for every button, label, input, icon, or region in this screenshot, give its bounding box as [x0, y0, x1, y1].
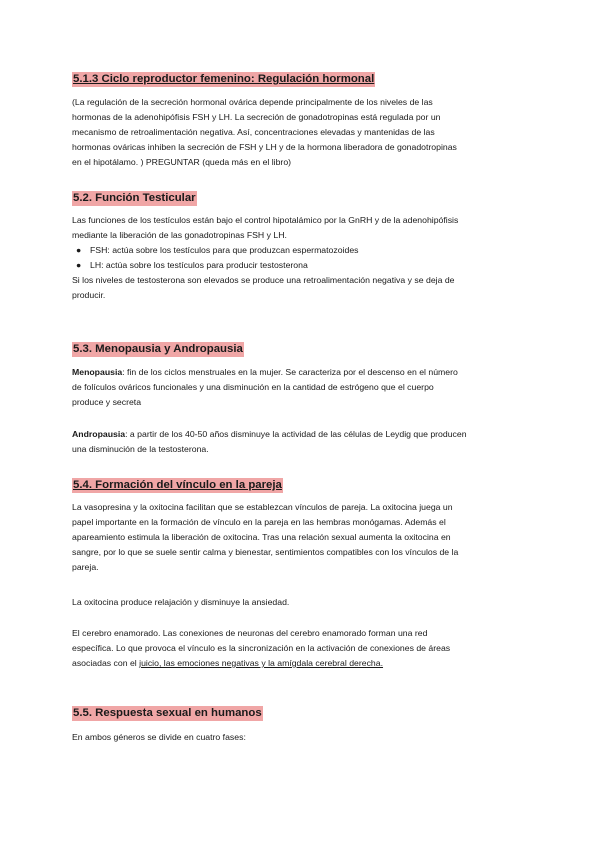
paragraph-line	[72, 365, 532, 380]
section-heading-5-4: 5.4. Formación del vínculo en la pareja	[73, 479, 282, 491]
paragraph-line: produce y secreta	[72, 397, 142, 407]
section-5-1-3-paragraph	[72, 95, 532, 170]
section-5-4-paragraph-1	[72, 500, 532, 575]
paragraph-line: apareamiento estimula la liberación de oxitocina. Tras una relación sexual aumenta la oxitocina en	[72, 532, 451, 542]
paragraph-line: pareja.	[72, 562, 99, 572]
paragraph-line: La oxitocina produce relajación y disminuye la ansiedad.	[72, 597, 290, 607]
paragraph-line: papel importante en la formación de vínculo en la pareja en las hembras monógamas. Además el	[72, 517, 446, 527]
paragraph-line	[72, 427, 532, 442]
paragraph-line: Si los niveles de testosterona son elevados se produce una retroalimentación negativa y se deja de	[72, 275, 455, 285]
paragraph-line: La vasopresina y la oxitocina facilitan que se establezcan vínculos de pareja. La oxitocina juega un	[72, 502, 453, 512]
paragraph-line: mediante la liberación de las gonadotropinas FSH y LH.	[72, 230, 287, 240]
paragraph-line: específica. Lo que provoca el vínculo es la sincronización en la activación de conexiones de áreas	[72, 643, 451, 653]
paragraph-line: En ambos géneros se divide en cuatro fases:	[72, 732, 246, 742]
section-heading-5-2: 5.2. Función Testicular	[73, 192, 196, 204]
plain-text: asociadas con el	[72, 658, 140, 668]
term-andropausia: Andropausia	[72, 429, 126, 439]
section-5-5-paragraph	[72, 730, 532, 745]
section-heading-5-1-3: 5.1.3 Ciclo reproductor femenino: Regulación hormonal	[73, 73, 375, 85]
paragraph-line: en el hipotálamo. ) PREGUNTAR (queda más en el libro)	[72, 157, 292, 167]
list-item	[72, 243, 532, 258]
section-5-2-content	[72, 213, 532, 303]
paragraph-line: Las funciones de los testículos están bajo el control hipotalámico por la GnRH y de la adenohipófisis	[72, 215, 459, 225]
list-item	[72, 258, 532, 273]
section-5-4-paragraph-3	[72, 626, 532, 671]
paragraph-line: hormonas de la adenohipófisis FSH y LH. La secreción de gonadotropinas está regulada por un	[72, 112, 441, 122]
definition-text: : fin de los ciclos menstruales en la mujer. Se caracteriza por el descenso en el número	[122, 367, 458, 377]
paragraph-line	[72, 656, 532, 671]
paragraph-line: sangre, por lo que se suele sentir calma y bienestar, sentimientos compatibles con los vínculos de la	[72, 547, 459, 557]
term-menopausia: Menopausia	[72, 367, 123, 377]
underlined-text: juicio, las emociones negativas y la amígdala cerebral derecha.	[139, 658, 384, 668]
section-5-4-paragraph-2	[72, 595, 532, 610]
list-item-text: LH: actúa sobre los testículos para producir testosterona	[90, 260, 308, 270]
paragraph-line: mecanismo de retroalimentación negativa. Así, concentraciones elevadas y mantenidas de las	[72, 127, 435, 137]
paragraph-line: hormonas ováricas inhiben la secreción de FSH y LH y de la hormona liberadora de gonadotropinas	[72, 142, 457, 152]
definition-text: : a partir de los 40-50 años disminuye la actividad de las células de Leydig que producen	[125, 429, 467, 439]
bullet-icon: ●	[76, 260, 82, 270]
bullet-icon: ●	[76, 245, 82, 255]
paragraph-line: una disminución de la testosterona.	[72, 444, 209, 454]
section-heading-5-5: 5.5. Respuesta sexual en humanos	[73, 707, 262, 719]
section-heading-5-3: 5.3. Menopausia y Andropausia	[73, 343, 243, 355]
section-5-3-andropausia	[72, 427, 532, 457]
paragraph-line: El cerebro enamorado. Las conexiones de neuronas del cerebro enamorado forman una red	[72, 628, 428, 638]
section-5-3-menopausia	[72, 365, 532, 410]
paragraph-line: de folículos ováricos funcionales y una disminución en la cantidad de estrógeno que el cuerpo	[72, 382, 434, 392]
paragraph-line: (La regulación de la secreción hormonal ovárica depende principalmente de los niveles de las	[72, 97, 433, 107]
paragraph-line: producir.	[72, 290, 106, 300]
list-item-text: FSH: actúa sobre los testículos para que produzcan espermatozoides	[90, 245, 359, 255]
